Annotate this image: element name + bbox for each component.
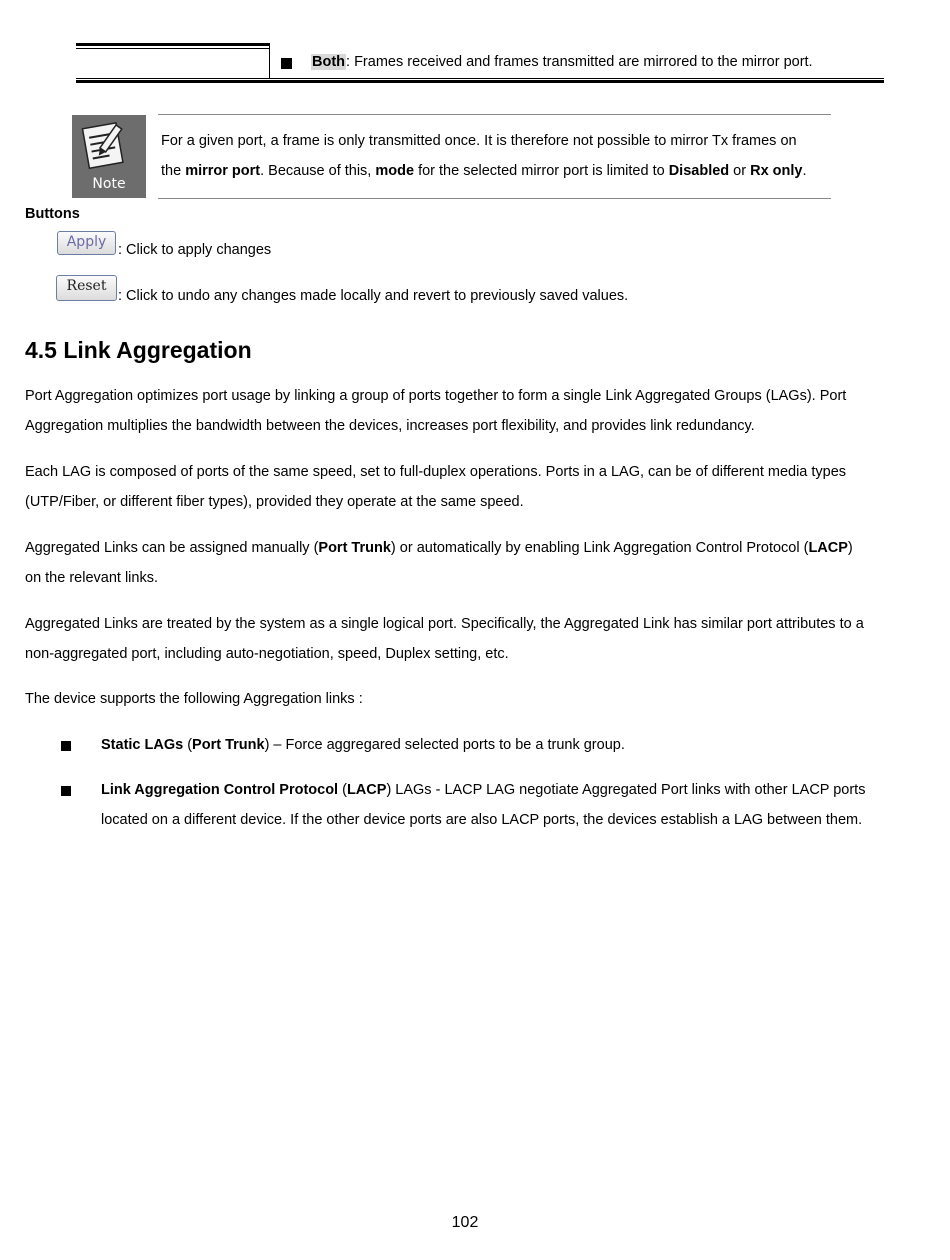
square-bullet-icon bbox=[61, 741, 71, 751]
table-column-divider bbox=[269, 43, 270, 79]
port-trunk-term: Port Trunk bbox=[318, 540, 391, 556]
table-border-top bbox=[76, 43, 270, 46]
paragraph-1-line-2: Aggregation multiplies the bandwidth between the devices, increases port flexibility, and provides link redundancy. bbox=[25, 418, 755, 434]
note-icon bbox=[72, 115, 146, 198]
bullet-lacp-line-1: Link Aggregation Control Protocol (LACP) LAGs - LACP LAG negotiate Aggregated Port links with other LACP ports bbox=[101, 782, 866, 798]
note-rule-top bbox=[158, 114, 831, 115]
bullet-lacp-line-2: located on a different device. If the other device ports are also LACP ports, the devices establish a LAG between them. bbox=[101, 812, 863, 828]
paragraph-4-line-1: Aggregated Links are treated by the system as a single logical port. Specifically, the Aggregated Link has similar port attributes to a bbox=[25, 616, 864, 632]
lacp-term: LACP bbox=[808, 540, 848, 556]
bullet-static-lags: Static LAGs (Port Trunk) – Force aggregared selected ports to be a trunk group. bbox=[101, 737, 625, 753]
apply-button[interactable]: Apply bbox=[57, 231, 116, 255]
note-text-line-2: the mirror port. Because of this, mode for the selected mirror port is limited to Disabled or Rx only. bbox=[161, 163, 807, 179]
paragraph-4-line-2: non-aggregated port, including auto-negotiation, speed, Duplex setting, etc. bbox=[25, 646, 509, 662]
table-border-bottom-inner bbox=[76, 78, 884, 79]
paragraph-2-line-1: Each LAG is composed of ports of the same speed, set to full-duplex operations. Ports in a LAG, can be of different media types bbox=[25, 464, 847, 480]
note-mode: mode bbox=[375, 163, 415, 179]
both-description: : Frames received and frames transmitted are mirrored to the mirror port. bbox=[346, 54, 813, 70]
note-disabled: Disabled bbox=[668, 163, 730, 179]
reset-description: : Click to undo any changes made locally and revert to previously saved values. bbox=[118, 288, 629, 304]
paragraph-1-line-1: Port Aggregation optimizes port usage by linking a group of ports together to form a single Link Aggregated Groups (LAGs). Port bbox=[25, 388, 847, 404]
note-rule-bottom bbox=[158, 198, 831, 199]
note-rx-only: Rx only bbox=[750, 163, 803, 179]
page-number: 102 bbox=[451, 1214, 479, 1231]
reset-button[interactable]: Reset bbox=[56, 275, 117, 301]
buttons-heading: Buttons bbox=[25, 206, 80, 222]
note-mirror-port: mirror port bbox=[185, 163, 261, 179]
square-bullet-icon bbox=[281, 58, 292, 69]
section-title: 4.5 Link Aggregation bbox=[25, 337, 252, 363]
paragraph-2-line-2: (UTP/Fiber, or different fiber types), provided they operate at the same speed. bbox=[25, 494, 524, 510]
note-text-line-1: For a given port, a frame is only transmitted once. It is therefore not possible to mirror Tx frames on bbox=[161, 133, 797, 149]
paragraph-3-line-1: Aggregated Links can be assigned manually (Port Trunk) or automatically by enabling Link Aggregation Control Protocol (LACP) bbox=[25, 540, 853, 556]
apply-description: : Click to apply changes bbox=[118, 242, 272, 258]
paragraph-5: The device supports the following Aggregation links : bbox=[25, 691, 363, 707]
both-label: Both bbox=[312, 54, 346, 70]
table-border-top-inner bbox=[76, 48, 270, 49]
note-icon-label: Note bbox=[92, 176, 126, 192]
paragraph-3-line-2: on the relevant links. bbox=[25, 570, 158, 586]
table-border-bottom bbox=[76, 80, 884, 83]
square-bullet-icon bbox=[61, 786, 71, 796]
